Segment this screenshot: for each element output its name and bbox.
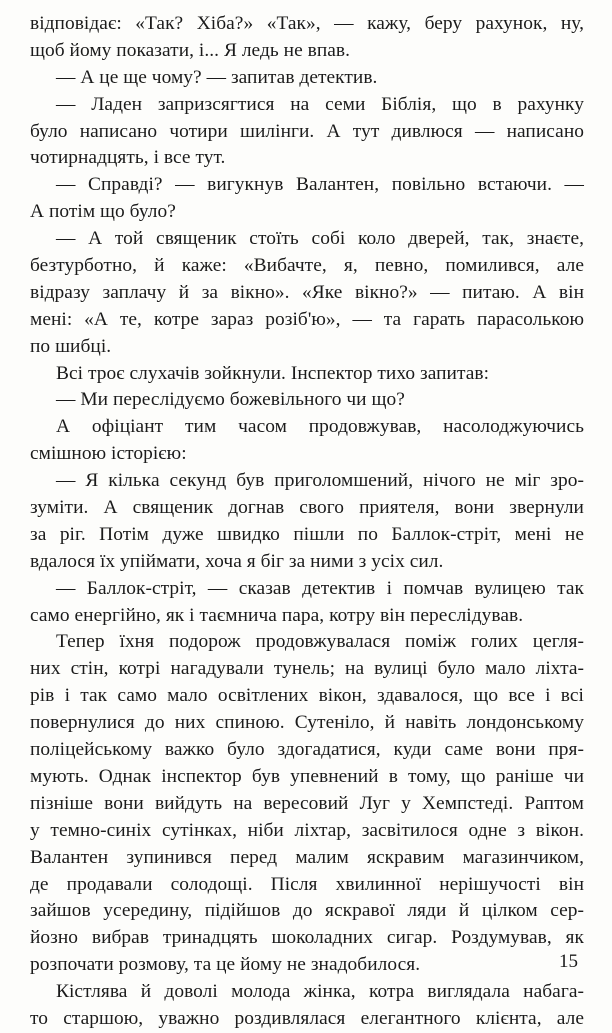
text-line: — Я кілька секунд був приголомшений, нічого не міг зро- — [56, 470, 584, 492]
text-line: — Баллок-стріт, — сказав детектив і помчав вулицею так — [56, 577, 584, 599]
text-line: чотирнадцять, і все тут. — [30, 147, 226, 169]
text-line: Валантен зупинився перед малим яскравим магазинчиком, — [30, 846, 584, 868]
text-line: мують. Однак інспектор був упевнений в тому, що раніше чи — [30, 765, 584, 787]
text-line: поліцейському важко було здогадатися, куди саме вони пря- — [30, 739, 584, 761]
text-line: Тепер їхня подорож продовжувалася поміж голих цегля- — [56, 631, 584, 653]
text-line: — Ми переслідуємо божевільного чи що? — [56, 389, 405, 411]
text-line: само енергійно, як і таємнича пара, котру він переслідував. — [30, 604, 524, 626]
text-line: Кістлява й доволі молода жінка, котра виглядала набага- — [56, 981, 584, 1003]
text-line: зайшов усередину, підійшов до яскравої ляди й цілком сер- — [30, 900, 584, 922]
text-line: мені: «А те, котре зараз розіб'ю», — та гарать парасолькою — [30, 308, 584, 330]
body-text — [30, 11, 584, 1033]
text-line: вдалося їх упіймати, хоча я біг за ними з усіх сил. — [30, 550, 444, 572]
text-line: А потім що було? — [30, 201, 176, 223]
text-line: пізніше вони вийдуть на вересовий Луг у Хемпстеді. Раптом — [30, 792, 584, 814]
text-line: — Справді? — вигукнув Валантен, повільно встаючи. — — [56, 174, 584, 196]
text-line: зуміти. А священик догнав свого приятеля, вони звернули — [30, 497, 584, 519]
text-line: по шибці. — [30, 335, 112, 357]
text-line: у темно-синіх сутінках, ніби ліхтар, засвітилося одне з вікон. — [30, 819, 584, 841]
text-line: було написано чотири шилінги. А тут дивлюся — написано — [30, 120, 584, 142]
text-line: рів і так само мало освітлених вікон, здавалося, що все і всі — [30, 685, 584, 707]
text-line: Всі троє слухачів зойкнули. Інспектор тихо запитав: — [56, 362, 490, 384]
page-number: 15 — [559, 951, 578, 972]
text-line: них стін, котрі нагадували тунель; на вулиці було мало ліхта- — [30, 658, 584, 680]
text-line: смішною історією: — [30, 443, 187, 465]
text-line: — А це ще чому? — запитав детектив. — [56, 66, 378, 88]
text-line: розпочати розмову, та це йому не знадобилося. — [30, 954, 421, 976]
text-line: безтурботно, й каже: «Вибачте, я, певно, помилився, але — [30, 255, 584, 277]
text-line: відразу заплачу й за вікно». «Яке вікно?» — питаю. А він — [30, 281, 584, 303]
text-line: то старшою, уважно роздивлялася елегантного клієнта, але — [30, 1007, 584, 1029]
text-line: відповідає: «Так? Хіба?» «Так», — кажу, беру рахунок, ну, — [30, 13, 584, 34]
text-line: де продавали солодощі. Після хвилинної нерішучості він — [30, 873, 584, 895]
text-line: за ріг. Потім дуже швидко пішли по Баллок-стріт, мені не — [30, 523, 584, 545]
text-line: повернулися до них спиною. Сутеніло, й навіть лондонському — [30, 712, 584, 734]
text-line: А офіціант тим часом продовжував, насолоджуючись — [56, 416, 584, 438]
text-line: — Ладен запризсягтися на семи Біблія, що в рахунку — [56, 93, 584, 115]
text-line: — А той священик стоїть собі коло дверей, так, знаєте, — [56, 228, 584, 250]
text-line: щоб йому показати, і... Я ледь не впав. — [30, 39, 351, 61]
text-line: йозно вибрав тринадцять шоколадних сигар. Роздумував, як — [30, 927, 584, 949]
